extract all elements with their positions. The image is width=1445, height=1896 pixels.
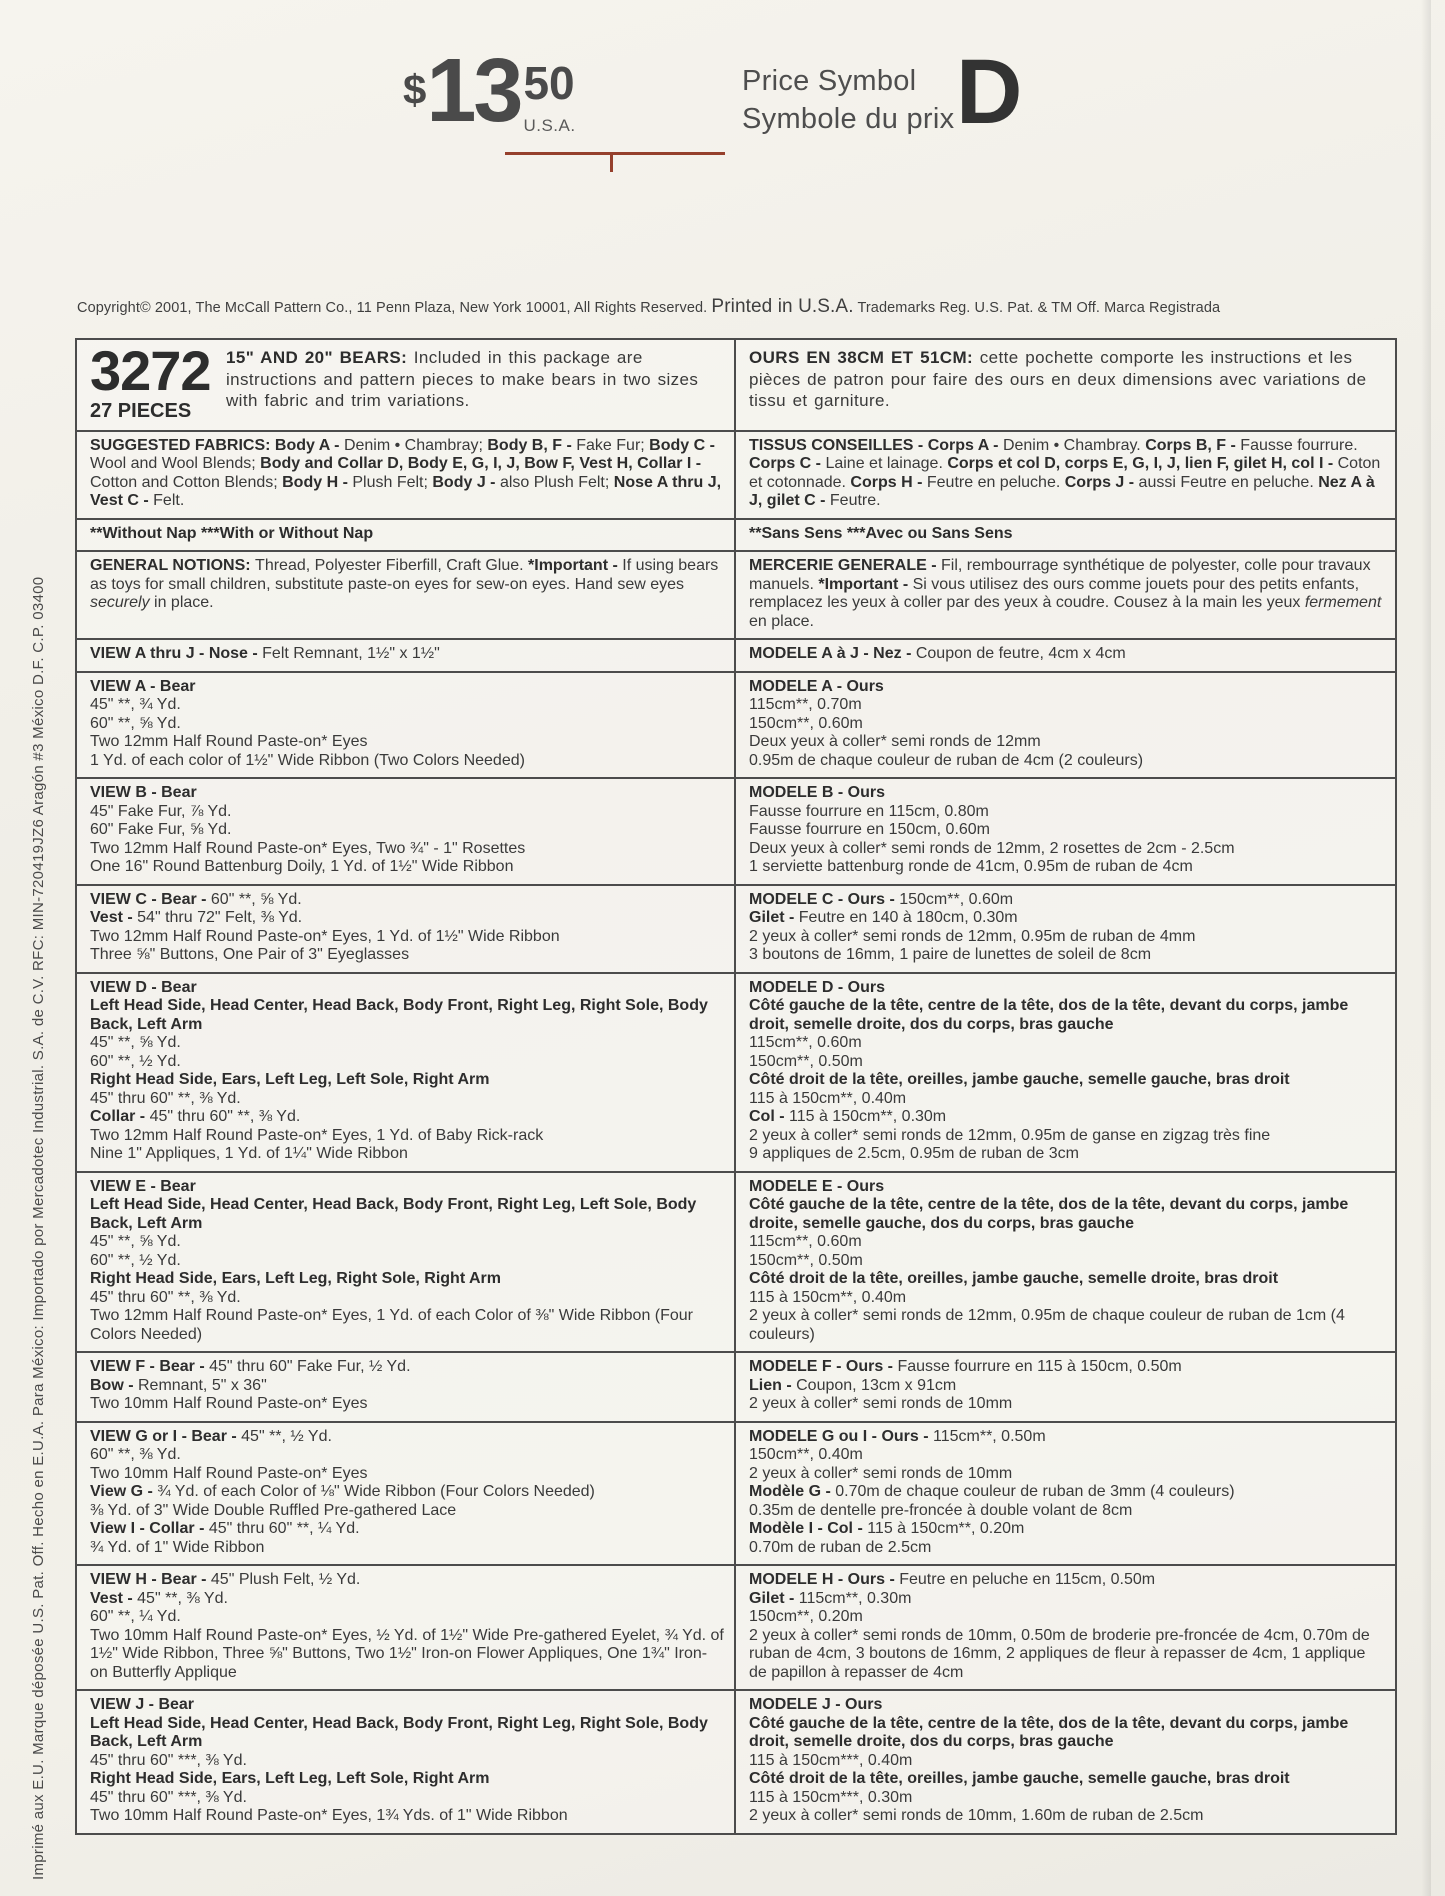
spec-line: 45" thru 60" ***, ⅜ Yd.	[90, 1751, 247, 1769]
spec-line: Gilet - 115cm**, 0.30m	[749, 1589, 912, 1607]
spec-line: Modèle G - 0.70m de chaque couleur de ruban de 3mm (4 couleurs)	[749, 1483, 1235, 1501]
spec-cell-en-view-c	[77, 886, 736, 972]
spec-line: 115 à 150cm***, 0.30m	[749, 1788, 913, 1806]
spec-cell-en-nose	[77, 640, 736, 671]
spec-line: VIEW A thru J - Nose - Felt Remnant, 1½" x 1½"	[90, 645, 440, 663]
spec-line: MODELE A à J - Nez - Coupon de feutre, 4cm x 4cm	[749, 645, 1126, 663]
spec-line: Côté droit de la tête, oreilles, jambe gauche, semelle gauche, bras droit	[749, 1071, 1290, 1089]
price-dollars: 13	[426, 41, 521, 141]
spec-line: MERCERIE GENERALE - Fil, rembourrage synthétique de polyester, colle pour travaux manuels. *Important - Si vous utilisez des ours comme jouets pour des petits enfants, remplacez les yeux à coller par des yeux à coudre. Cousez à la main les yeux fermement en place.	[749, 557, 1382, 630]
spec-line: 45" **, ⅝ Yd.	[90, 1034, 181, 1052]
spec-line: ¾ Yd. of 1" Wide Ribbon	[90, 1538, 265, 1556]
spec-line: 115 à 150cm**, 0.40m	[749, 1089, 907, 1107]
spec-line: Deux yeux à coller* semi ronds de 12mm	[749, 733, 1041, 751]
spec-line: MODELE G ou I - Ours - 115cm**, 0.50m	[749, 1427, 1046, 1445]
spec-line: 60" Fake Fur, ⅝ Yd.	[90, 821, 232, 839]
table-row-view-g-or-i	[77, 1421, 1395, 1565]
spec-line: Right Head Side, Ears, Left Leg, Right Sole, Right Arm	[90, 1270, 501, 1288]
table-row-suggested-fabrics	[77, 430, 1395, 518]
header-cell-en	[77, 340, 736, 430]
spec-line: 60" **, ¼ Yd.	[90, 1608, 181, 1626]
pattern-pieces-count: 27 PIECES	[90, 399, 192, 422]
spec-line: Right Head Side, Ears, Left Leg, Left Sole, Right Arm	[90, 1071, 490, 1089]
spec-line: Two 12mm Half Round Paste-on* Eyes, 1 Yd. of Baby Rick-rack	[90, 1126, 544, 1144]
spec-line: 150cm**, 0.50m	[749, 1251, 863, 1269]
spec-line: 45" Fake Fur, ⅞ Yd.	[90, 802, 232, 820]
spec-line: One 16" Round Battenburg Doily, 1 Yd. of 1½" Wide Ribbon	[90, 858, 514, 876]
spec-line: 45" **, ¾ Yd.	[90, 696, 181, 714]
table-row-header	[77, 340, 1395, 430]
spec-line: 115cm**, 0.60m	[749, 1034, 862, 1052]
spec-cell-en-view-d	[77, 974, 736, 1171]
spec-line: Left Head Side, Head Center, Head Back, Body Front, Right Leg, Right Sole, Body Back, Left Arm	[90, 1714, 708, 1751]
spec-line: Vest - 45" **, ⅜ Yd.	[90, 1589, 228, 1607]
copyright-text-2: Trademarks Reg. U.S. Pat. & TM Off. Marca Registrada	[853, 300, 1221, 316]
price-cents: 50	[523, 57, 575, 109]
spec-line: Three ⅝" Buttons, One Pair of 3" Eyeglasses	[90, 946, 410, 964]
spec-cell-en-view-b	[77, 779, 736, 884]
spec-cell-fr-view-e	[736, 1173, 1395, 1352]
spec-cell-fr-nap	[736, 520, 1395, 551]
spec-line: MODELE E - Ours	[749, 1177, 885, 1195]
spec-line: 150cm**, 0.60m	[749, 714, 863, 732]
table-row-view-j	[77, 1689, 1395, 1833]
price-symbol-label-en: Price Symbol	[742, 65, 917, 97]
spec-line: 60" **, ⅝ Yd.	[90, 714, 181, 732]
pattern-number: 3272	[90, 339, 211, 402]
spec-line: Two 10mm Half Round Paste-on* Eyes	[90, 1395, 368, 1413]
spec-line: Collar - 45" thru 60" **, ⅜ Yd.	[90, 1108, 301, 1126]
spec-line: Lien - Coupon, 13cm x 91cm	[749, 1376, 957, 1394]
spec-line: Côté droit de la tête, oreilles, jambe gauche, semelle gauche, bras droit	[749, 1770, 1290, 1788]
spec-cell-fr-view-h	[736, 1566, 1395, 1689]
table-row-nap	[77, 518, 1395, 551]
spec-line: 0.35m de dentelle pre-froncée à double volant de 8cm	[749, 1501, 1133, 1519]
spec-line: 45" thru 60" ***, ⅜ Yd.	[90, 1788, 247, 1806]
spec-line: Côté gauche de la tête, centre de la tête, dos de la tête, devant du corps, jambe droit, semelle droite, dos du corps, bras gauche	[749, 997, 1349, 1033]
spec-line: 115 à 150cm**, 0.40m	[749, 1288, 907, 1306]
spec-line: 2 yeux à coller* semi ronds de 10mm	[749, 1395, 1013, 1413]
spec-line: Côté gauche de la tête, centre de la tête, dos de la tête, devant du corps, jambe droite, semelle gauche, dos du corps, bras gauche	[749, 1196, 1349, 1232]
pattern-block	[90, 339, 226, 423]
table-row-view-a	[77, 671, 1395, 778]
spec-line: 115cm**, 0.60m	[749, 1233, 862, 1251]
table-row-view-b	[77, 777, 1395, 884]
spec-line: MODELE A - Ours	[749, 677, 884, 695]
spec-table	[75, 338, 1397, 1835]
spec-line: TISSUS CONSEILLES - Corps A - Denim • Chambray. Corps B, F - Fausse fourrure. Corps C - Laine et lainage. Corps et col D, corps E, G, I, J, lien F, gilet H, col I - Coton et cotonnade. Corps H - Feutre en peluche. Corps J - aussi Feutre en peluche. Nez A à J, gilet C - Feutre.	[749, 436, 1381, 510]
table-row-view-f	[77, 1351, 1395, 1421]
spec-line: Côté droit de la tête, oreilles, jambe gauche, semelle droite, bras droit	[749, 1270, 1279, 1288]
spec-line: MODELE D - Ours	[749, 978, 886, 996]
spec-line: 9 appliques de 2.5cm, 0.95m de ruban de 3cm	[749, 1145, 1079, 1163]
spec-line: **Sans Sens ***Avec ou Sans Sens	[749, 524, 1013, 542]
description-fr-text: cette pochette comporte les instructions et les pièces de patron pour faire des ours en deux dimensions avec variations de tissu et garniture.	[749, 348, 1367, 410]
dollar-sign: $	[403, 66, 427, 113]
spec-line: View G - ¾ Yd. of each Color of ⅛" Wide Ribbon (Four Colors Needed)	[90, 1483, 595, 1501]
spec-line: Two 12mm Half Round Paste-on* Eyes	[90, 733, 368, 751]
spec-line: VIEW D - Bear	[90, 978, 197, 996]
spec-line: Gilet - Feutre en 140 à 180cm, 0.30m	[749, 909, 1018, 927]
spec-line: VIEW E - Bear	[90, 1177, 196, 1195]
registration-mark	[505, 152, 725, 155]
copyright-line	[77, 296, 1397, 318]
spec-line: View I - Collar - 45" thru 60" **, ¼ Yd.	[90, 1520, 360, 1538]
spec-line: Two 12mm Half Round Paste-on* Eyes, 1 Yd. of each Color of ⅜" Wide Ribbon (Four Colors Needed)	[90, 1307, 694, 1343]
spec-line: Right Head Side, Ears, Left Leg, Left Sole, Right Arm	[90, 1770, 490, 1788]
spec-line: VIEW J - Bear	[90, 1696, 195, 1714]
spec-line: Col - 115 à 150cm**, 0.30m	[749, 1108, 947, 1126]
spec-line: 60" **, ⅜ Yd.	[90, 1446, 181, 1464]
spec-line: 45" **, ⅝ Yd.	[90, 1233, 181, 1251]
price-symbol-label-fr: Symbole du prix	[742, 103, 955, 136]
spec-line: MODELE J - Ours	[749, 1696, 883, 1714]
spec-line: MODELE F - Ours - Fausse fourrure en 115 à 150cm, 0.50m	[749, 1358, 1182, 1376]
table-row-general-notions	[77, 550, 1395, 638]
spec-cell-en-view-e	[77, 1173, 736, 1352]
spec-line: Nine 1" Appliques, 1 Yd. of 1¼" Wide Ribbon	[90, 1145, 408, 1163]
spec-line: 60" **, ½ Yd.	[90, 1251, 181, 1269]
table-row-view-d	[77, 972, 1395, 1171]
spec-line: Vest - 54" thru 72" Felt, ⅜ Yd.	[90, 909, 303, 927]
spec-line: 2 yeux à coller* semi ronds de 10mm, 1.60m de ruban de 2.5cm	[749, 1807, 1204, 1825]
spec-cell-en-view-h	[77, 1566, 736, 1689]
description-en	[226, 347, 724, 412]
price-country: U.S.A.	[523, 115, 576, 135]
description-fr-title: OURS EN 38CM ET 51CM:	[749, 348, 974, 367]
spec-line: 1 serviette battenburg ronde de 41cm, 0.95m de ruban de 4cm	[749, 858, 1193, 876]
spec-line: VIEW F - Bear - 45" thru 60" Fake Fur, ½ Yd.	[90, 1358, 411, 1376]
spec-line: 2 yeux à coller* semi ronds de 12mm, 0.95m de chaque couleur de ruban de 1cm (4 couleurs)	[749, 1307, 1345, 1343]
spec-line: Left Head Side, Head Center, Head Back, Body Front, Right Leg, Right Sole, Body Back, Left Arm	[90, 997, 708, 1033]
spec-line: MODELE H - Ours - Feutre en peluche en 115cm, 0.50m	[749, 1571, 1156, 1589]
spec-line: Two 10mm Half Round Paste-on* Eyes, ½ Yd. of 1½" Wide Pre-gathered Eyelet, ¾ Yd. of 1½" Wide Ribbon, Three ⅝" Buttons, Two 1½" Iron-on Flower Appliques, One 1¾" Iron-on Butterfly Applique	[90, 1626, 724, 1681]
spec-line: VIEW H - Bear - 45" Plush Felt, ½ Yd.	[90, 1571, 361, 1589]
spec-line: Two 12mm Half Round Paste-on* Eyes, 1 Yd. of 1½" Wide Ribbon	[90, 927, 560, 945]
table-row-nose	[77, 638, 1395, 671]
spec-cell-fr-view-d	[736, 974, 1395, 1171]
printed-in-usa: Printed in U.S.A.	[711, 296, 854, 317]
spec-cell-fr-view-g-or-i	[736, 1423, 1395, 1565]
spec-line: Fausse fourrure en 150cm, 0.60m	[749, 821, 991, 839]
spec-line: VIEW G or I - Bear - 45" **, ½ Yd.	[90, 1427, 332, 1445]
spec-line: 1 Yd. of each color of 1½" Wide Ribbon (Two Colors Needed)	[90, 751, 525, 769]
spec-line: VIEW C - Bear - 60" **, ⅝ Yd.	[90, 890, 302, 908]
spec-line: VIEW A - Bear	[90, 677, 196, 695]
spec-line: 150cm**, 0.20m	[749, 1608, 863, 1626]
spec-cell-fr-suggested-fabrics	[736, 432, 1395, 518]
spec-line: VIEW B - Bear	[90, 784, 197, 802]
spec-line: 150cm**, 0.40m	[749, 1446, 863, 1464]
spec-cell-fr-view-f	[736, 1353, 1395, 1421]
price-symbol-value: D	[956, 41, 1023, 143]
spec-cell-en-view-j	[77, 1691, 736, 1833]
spec-line: Côté gauche de la tête, centre de la tête, dos de la tête, devant du corps, jambe droit, semelle droite, dos du corps, bras gauche	[749, 1714, 1349, 1751]
spec-line: 150cm**, 0.50m	[749, 1052, 863, 1070]
spec-line: Fausse fourrure en 115cm, 0.80m	[749, 802, 989, 820]
header-cell-fr	[736, 340, 1395, 430]
spec-cell-fr-view-b	[736, 779, 1395, 884]
price-symbol-label	[742, 62, 954, 139]
spec-line: Modèle I - Col - 115 à 150cm**, 0.20m	[749, 1520, 1025, 1538]
spec-cell-en-nap	[77, 520, 736, 551]
description-en-text: Included in this package are instructions and pattern pieces to make bears in two sizes with fabric and trim variations.	[226, 348, 699, 410]
spec-line: Deux yeux à coller* semi ronds de 12mm, 2 rosettes de 2cm - 2.5cm	[749, 839, 1235, 857]
table-row-view-c	[77, 884, 1395, 972]
spec-line: 45" thru 60" **, ⅜ Yd.	[90, 1089, 241, 1107]
spec-line: **Without Nap ***With or Without Nap	[90, 524, 374, 542]
spec-line: ⅜ Yd. of 3" Wide Double Ruffled Pre-gathered Lace	[90, 1501, 457, 1519]
spec-cell-en-view-g-or-i	[77, 1423, 736, 1565]
spec-line: 2 yeux à coller* semi ronds de 10mm	[749, 1464, 1013, 1482]
spec-cell-fr-view-j	[736, 1691, 1395, 1833]
spec-line: 115cm**, 0.70m	[749, 696, 862, 714]
spec-line: Bow - Remnant, 5" x 36"	[90, 1376, 267, 1394]
spec-line: 0.70m de ruban de 2.5cm	[749, 1538, 932, 1556]
price	[403, 41, 576, 141]
spec-line: 115 à 150cm***, 0.40m	[749, 1751, 913, 1769]
description-en-title: 15" AND 20" BEARS:	[226, 348, 408, 367]
spec-line: Left Head Side, Head Center, Head Back, Body Front, Right Leg, Left Sole, Body Back, Left Arm	[90, 1196, 697, 1232]
spec-line: Two 10mm Half Round Paste-on* Eyes	[90, 1464, 368, 1482]
spec-line: 60" **, ½ Yd.	[90, 1052, 181, 1070]
spec-line: Two 12mm Half Round Paste-on* Eyes, Two ¾" - 1" Rosettes	[90, 839, 526, 857]
description-fr	[749, 347, 1385, 412]
copyright-text-1: Copyright© 2001, The McCall Pattern Co., 11 Penn Plaza, New York 10001, All Rights Reserved.	[77, 300, 712, 316]
spec-line: Two 10mm Half Round Paste-on* Eyes, 1¾ Yds. of 1" Wide Ribbon	[90, 1807, 568, 1825]
spec-line: 2 yeux à coller* semi ronds de 12mm, 0.95m de ganse en zigzag très fine	[749, 1126, 1271, 1144]
spec-line: MODELE C - Ours - 150cm**, 0.60m	[749, 890, 1014, 908]
spec-line: GENERAL NOTIONS: Thread, Polyester Fiberfill, Craft Glue. *Important - If using bears as toys for small children, substitute paste-on eyes for sew-on eyes. Hand sew eyes securely in place.	[90, 557, 719, 612]
spec-line: 45" thru 60" **, ⅜ Yd.	[90, 1288, 241, 1306]
spec-cell-fr-nose	[736, 640, 1395, 671]
spec-line: 3 boutons de 16mm, 1 paire de lunettes de soleil de 8cm	[749, 946, 1152, 964]
spec-line: SUGGESTED FABRICS: Body A - Denim • Chambray; Body B, F - Fake Fur; Body C - Wool and Wool Blends; Body and Collar D, Body E, G, I, J, Bow F, Vest H, Collar I - Cotton and Cotton Blends; Body H - Plush Felt; Body J - also Plush Felt; Nose A thru J, Vest C - Felt.	[90, 436, 722, 510]
spec-line: MODELE B - Ours	[749, 784, 886, 802]
spec-cell-en-view-f	[77, 1353, 736, 1421]
spec-line: 0.95m de chaque couleur de ruban de 4cm (2 couleurs)	[749, 751, 1144, 769]
spec-line: 2 yeux à coller* semi ronds de 12mm, 0.95m de ruban de 4mm	[749, 927, 1196, 945]
table-row-view-e	[77, 1171, 1395, 1352]
spec-cell-en-general-notions	[77, 552, 736, 638]
spec-cell-fr-general-notions	[736, 552, 1395, 638]
side-imprint-text: Imprimé aux E.U. Marque déposée U.S. Pat. Off. Hecho en E.U.A. Para México: Importado por Mercadotec Industrial. S.A. de C.V. RFC: MIN-720419JZ6 Aragón #3 México D.F. C.P. 03400	[30, 576, 47, 1880]
table-row-view-h	[77, 1564, 1395, 1689]
spec-cell-fr-view-c	[736, 886, 1395, 972]
spec-cell-en-suggested-fabrics	[77, 432, 736, 518]
spec-cell-fr-view-a	[736, 673, 1395, 778]
spec-cell-en-view-a	[77, 673, 736, 778]
spec-line: 2 yeux à coller* semi ronds de 10mm, 0.50m de broderie pre-froncée de 4cm, 0.70m de ruban de 4cm, 3 boutons de 16mm, 2 appliques de fleur à repasser de 4cm, 1 applique de papillon à repasser de 4cm	[749, 1626, 1370, 1681]
